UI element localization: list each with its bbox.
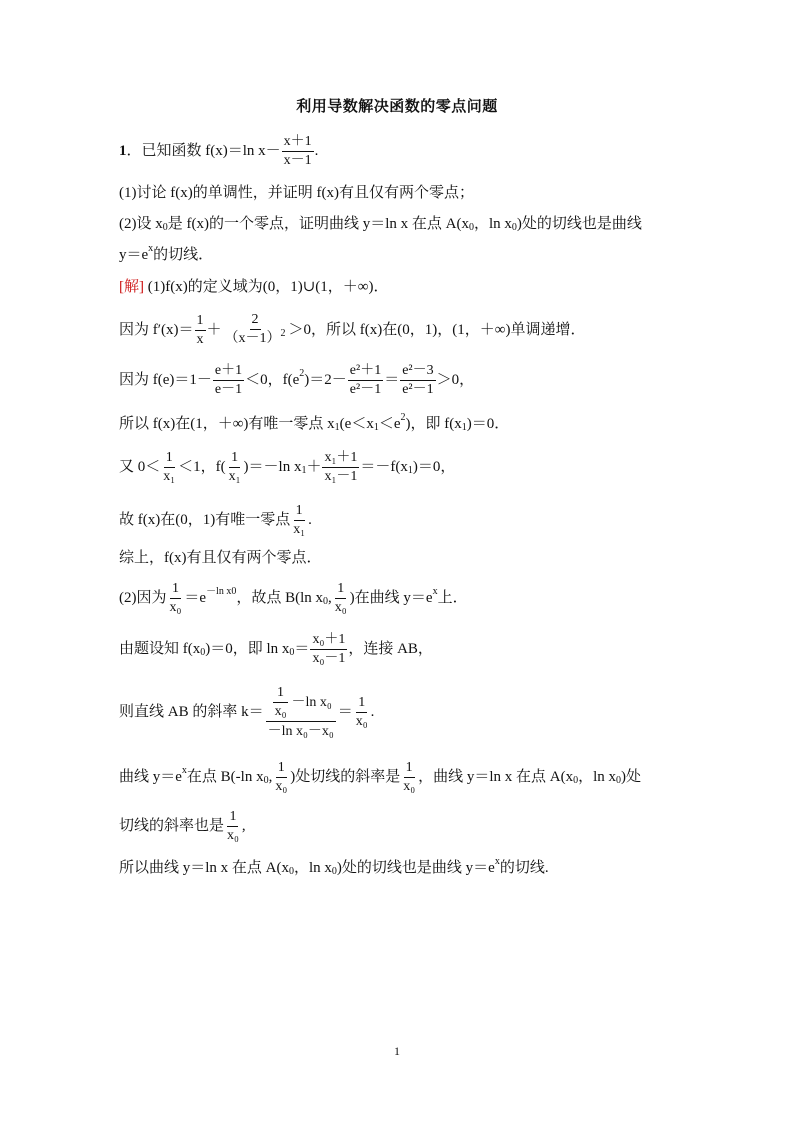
fraction-denominator: x₀ [334, 599, 347, 615]
problem-part-2 [119, 213, 694, 235]
superscript: －ln x0 [206, 586, 237, 597]
fraction [401, 760, 417, 795]
text: ，ln x [578, 769, 617, 785]
problem-number: 1 [119, 143, 127, 159]
subscript: 0 [573, 775, 579, 786]
text: )，即 f(x [405, 416, 462, 432]
fraction-numerator: 1 [335, 581, 346, 599]
fraction-denominator: x₀ [227, 827, 239, 843]
text: －ln x₀ [291, 694, 332, 710]
text: 上． [437, 590, 468, 606]
text: 因为 f(e)＝1－ [119, 372, 212, 388]
fraction [322, 450, 359, 485]
text: (1)讨论 f(x)的单调性，并证明 f(x)有且仅有两个零点； [119, 185, 474, 201]
solution-line-10 [119, 684, 694, 740]
fraction-denominator: x－1 [283, 152, 312, 168]
superscript: 2 [400, 412, 406, 423]
fraction-denominator: x [196, 331, 204, 347]
fraction-denominator: x₁ [163, 468, 176, 484]
fraction-denominator: x₀－1 [312, 650, 346, 666]
superscript: x [494, 856, 500, 867]
solution-tag: [解] [119, 279, 144, 295]
problem-part-2-cont [119, 244, 694, 266]
fraction-denominator: x₀ [274, 703, 287, 719]
fraction-denominator: －ln x₀－x₀ [267, 723, 334, 739]
solution-line-2 [119, 313, 694, 347]
text: (e＜x [339, 416, 374, 432]
fraction [291, 503, 307, 538]
text: 又 0＜ [119, 459, 161, 475]
text: ，ln x [473, 216, 512, 232]
text: ，连接 AB， [348, 641, 433, 657]
superscript: x [181, 765, 187, 776]
text: ＞0， [436, 372, 475, 388]
text: ＜e [378, 416, 401, 432]
solution-line-6 [119, 503, 694, 537]
fraction-numerator: 1 [164, 450, 175, 468]
text: )＝0． [466, 416, 510, 432]
problem-intro: ．已知函数 f(x)＝ln x－ [126, 143, 281, 159]
text: 故 f(x)在(0，1)有唯一零点 [119, 512, 291, 528]
text: 综上，f(x)有且仅有两个零点． [119, 550, 322, 566]
text: (1)f(x)的定义域为(0，1)∪(1，＋∞)． [147, 279, 389, 295]
subscript: 0 [162, 222, 168, 233]
text: )＝2－ [304, 372, 347, 388]
solution-line-4 [119, 413, 694, 435]
text: ＋ [306, 459, 322, 475]
fraction-denominator: e²－1 [349, 381, 382, 397]
fraction-denominator: x₀ [403, 778, 416, 794]
text: 的切线. [499, 860, 549, 876]
fraction [348, 363, 383, 398]
solution-line-9 [119, 632, 694, 666]
text: 因为 f′(x)＝ [119, 322, 194, 338]
superscript: 2 [299, 368, 305, 379]
subscript: 0 [200, 647, 206, 658]
text: )在曲线 y＝e [349, 590, 433, 606]
text: , [328, 590, 332, 606]
fraction-numerator: 1 [229, 450, 240, 468]
page-title: 利用导数解决函数的零点问题 [296, 99, 498, 115]
problem-statement [119, 133, 694, 168]
text: ，曲线 y＝ln x 在点 A(x [418, 769, 574, 785]
text: )＝－ln x [243, 459, 302, 475]
solution-line-13 [119, 857, 694, 879]
fraction-numerator: x＋1 [282, 134, 314, 152]
fraction-denominator: x₁ [293, 521, 306, 537]
fraction-denominator [223, 330, 288, 348]
fraction-numerator: 1 [356, 695, 367, 713]
text: 是 f(x)的一个零点，证明曲线 y＝ln x 在点 A(x [167, 216, 469, 232]
text: y＝e [119, 247, 149, 263]
text: (2)因为 [119, 590, 167, 606]
fraction-numerator: 1 [170, 581, 181, 599]
fraction-numerator: 1 [195, 313, 206, 331]
text: 曲线 y＝e [119, 769, 182, 785]
fraction-numerator: x₀＋1 [310, 632, 347, 650]
solution-line-11 [119, 760, 694, 794]
text: (2)设 x [119, 216, 163, 232]
text: )＝0， [412, 459, 456, 475]
text: ，故点 B(ln x [236, 590, 324, 606]
text: 切线的斜率也是 [119, 818, 225, 834]
fraction-numerator: 1 [227, 809, 238, 827]
fraction [223, 312, 288, 348]
text: ＜1，f( [178, 459, 226, 475]
fraction-numerator: 1 [273, 685, 288, 703]
subscript: 0 [289, 866, 294, 877]
fraction-numerator: 1 [404, 760, 415, 778]
fraction [225, 809, 241, 844]
fraction [273, 760, 289, 795]
fraction-denominator: x₀ [169, 599, 182, 615]
fraction-numerator: x₁＋1 [322, 450, 359, 468]
text: （x－1） [224, 331, 281, 346]
subscript: 0 [331, 866, 337, 877]
fraction [227, 450, 243, 485]
text: 则直线 AB 的斜率 k＝ [119, 704, 264, 720]
fraction-numerator: e²＋1 [348, 363, 383, 381]
complex-fraction [264, 685, 338, 740]
fraction-denominator: x₁－1 [324, 468, 358, 484]
fraction [168, 581, 184, 616]
text: )处切线的斜率是 [290, 769, 401, 785]
fraction [213, 363, 244, 398]
superscript: 2 [280, 328, 286, 339]
text: . [370, 704, 375, 720]
fraction [333, 581, 349, 616]
fraction-denominator: x₀ [275, 778, 288, 794]
fraction-numerator [266, 685, 336, 722]
fraction [310, 632, 347, 667]
subscript: 0 [323, 596, 329, 607]
text: 的切线． [153, 247, 214, 263]
text: )处的切线也是曲线 [516, 216, 642, 232]
text: , [268, 769, 273, 785]
problem-part-1 [119, 182, 694, 204]
text: ＞0，所以 f(x)在(0，1)，(1，＋∞)单调递增． [288, 322, 586, 338]
subscript: 0 [289, 647, 295, 658]
fraction-numerator: e＋1 [213, 363, 244, 381]
text: ＜0，f(e [245, 372, 300, 388]
text: ＝e [184, 590, 207, 606]
fraction [161, 450, 177, 485]
subscript: 1 [407, 465, 413, 476]
subscript: 1 [301, 465, 307, 476]
fraction-denominator: e²－1 [402, 381, 434, 397]
solution-line-1 [119, 276, 694, 298]
fraction-denominator: x₁ [228, 468, 241, 484]
fraction-numerator: e²－3 [400, 363, 435, 381]
fraction-denominator: e－1 [214, 381, 243, 397]
text: . [308, 512, 312, 528]
subscript: 0 [263, 775, 269, 786]
subscript: 1 [334, 422, 340, 433]
subscript: 0 [468, 222, 474, 233]
solution-line-8 [119, 581, 694, 615]
fraction [195, 313, 206, 348]
fraction-numerator: 2 [250, 312, 261, 330]
solution-line-5 [119, 450, 694, 484]
text: 在点 B(-ln x [186, 769, 264, 785]
solution-line-3 [119, 363, 694, 397]
fraction [400, 363, 435, 398]
text: ＝ [294, 641, 310, 657]
text: 所以 f(x)在(1，＋∞)有唯一零点 x [119, 416, 335, 432]
text: )＝0，即 ln x [205, 641, 290, 657]
fraction [354, 695, 370, 730]
text: ＝ [337, 704, 353, 720]
superscript: x [148, 243, 154, 254]
fraction [282, 134, 314, 169]
fraction-numerator: 1 [276, 760, 287, 778]
subscript: 0 [616, 775, 622, 786]
subscript: 1 [373, 422, 379, 433]
text: )处的切线也是曲线 y＝e [336, 860, 495, 876]
solution-line-12 [119, 809, 694, 843]
text: ＋ [206, 322, 222, 338]
subscript: 1 [461, 422, 467, 433]
text: )处 [621, 769, 642, 785]
text: , [241, 818, 246, 834]
subscript: 0 [511, 222, 517, 233]
text: 由题设知 f(x [119, 641, 201, 657]
page-number: 1 [394, 1044, 400, 1058]
text: 所以曲线 y＝ln x 在点 A(x [119, 860, 289, 876]
superscript: x [432, 586, 438, 597]
text: . [314, 143, 319, 159]
fraction [271, 685, 291, 720]
text: ，ln x [294, 860, 332, 876]
text: ＝－f(x [360, 459, 408, 475]
fraction-denominator: x₀ [355, 713, 368, 729]
solution-line-7 [119, 547, 694, 569]
fraction-numerator: 1 [294, 503, 305, 521]
text: ＝ [384, 372, 400, 388]
